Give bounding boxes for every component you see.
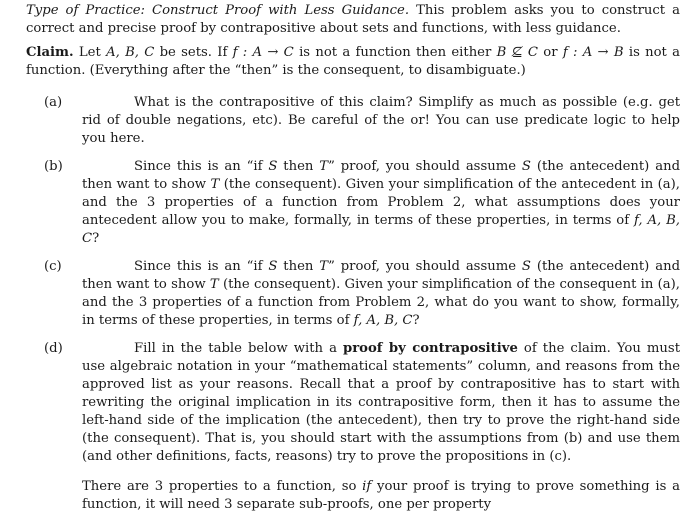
part-label: (b) [44,159,63,174]
intro-paragraph [26,2,680,38]
text-run: Fill in the table below with a [134,341,343,356]
text-run: then [277,259,320,274]
part-b [26,158,680,248]
text-run: (the consequent). Given your simplification of the consequent in (a), and the 3 properties of a function from Problem 2, what do you want to show, formally, in terms of these properties, in terms of [82,277,680,328]
text-run: of the claim. You must use algebraic notation in your “mathematical statements” column, and reasons from the approved list as your reasons. Recall that a proof by contrapositive has to start with rewriting the original implication in its contrapositive form, then it has to assume the left-hand side of the implication (the antecedent), then try to prove the right-hand side (the consequent). That is, you should start with the assumptions from (b) and use them (and other definitions, facts, reasons) try to prove the propositions in (c). [82,341,680,464]
claim-text: is not a function. (Everything after the “then” is the consequent, to disambiguate.) [26,45,681,78]
part-label: (c) [44,259,62,274]
part-label: (d) [44,341,63,356]
part-c [26,258,680,330]
claim-paragraph [26,44,680,80]
claim-text: is not a function then either [293,45,497,60]
part-c-text [82,258,680,330]
note-paragraph [82,478,680,514]
part-b-text [82,158,680,248]
intro-text: This problem asks you to construct a correct and precise proof by contrapositive about sets and functions, with less guidance. [26,3,680,36]
math-t: T [319,159,329,174]
claim-math: B ⊈ C [496,45,538,60]
math-t: T [319,259,329,274]
emphasis: if [362,479,372,494]
math-s: S [268,159,278,174]
part-label: (a) [44,95,63,110]
part-a [26,94,680,148]
part-a-text: What is the contrapositive of this claim? Simplify as much as possible (e.g. get rid of double negations, etc). Be careful of the or! You can use predicate logic to help you here. [82,95,680,146]
claim-math: A, B, C [106,45,155,60]
text-run: ” proof, you should assume [328,159,522,174]
text-run: your proof is trying to prove something is a function, it will need 3 separate sub-proofs, one per property [82,479,680,512]
part-d [26,340,680,466]
math-vars: f, A, B, C [353,313,413,328]
text-run: (the consequent). Given your simplification of the antecedent in (a), and the 3 properties of a function from Problem 2, what assumptions does your antecedent allow you to make, formally, in terms of these properties, in terms of [82,177,680,228]
claim-text: be sets. If [154,45,233,60]
claim-math: f : A → B [562,45,624,60]
text-run: ? [92,231,100,246]
text-run: (the antecedent) and then want to show [82,259,681,292]
practice-type-heading: Type of Practice: Construct Proof with Less Guidance. [26,3,410,18]
text-run: (the antecedent) and then want to show [82,159,681,192]
text-run: ? [412,313,420,328]
claim-text: or [538,45,563,60]
math-s: S [521,159,531,174]
text-run: then [277,159,320,174]
math-t: T [210,177,220,192]
claim-text: Let [78,45,107,60]
text-run: Since this is an “if [134,159,269,174]
text-run: There are 3 properties to a function, so [82,479,363,494]
math-vars: f, A, B, C [82,213,680,246]
part-d-text [82,340,680,466]
math-s: S [268,259,278,274]
text-run: Since this is an “if [134,259,269,274]
bold-term: proof by contrapositive [343,341,518,356]
text-run: ” proof, you should assume [328,259,522,274]
math-t: T [209,277,219,292]
claim-math: f : A → C [232,45,294,60]
claim-heading: Claim. [26,45,74,60]
math-s: S [521,259,531,274]
